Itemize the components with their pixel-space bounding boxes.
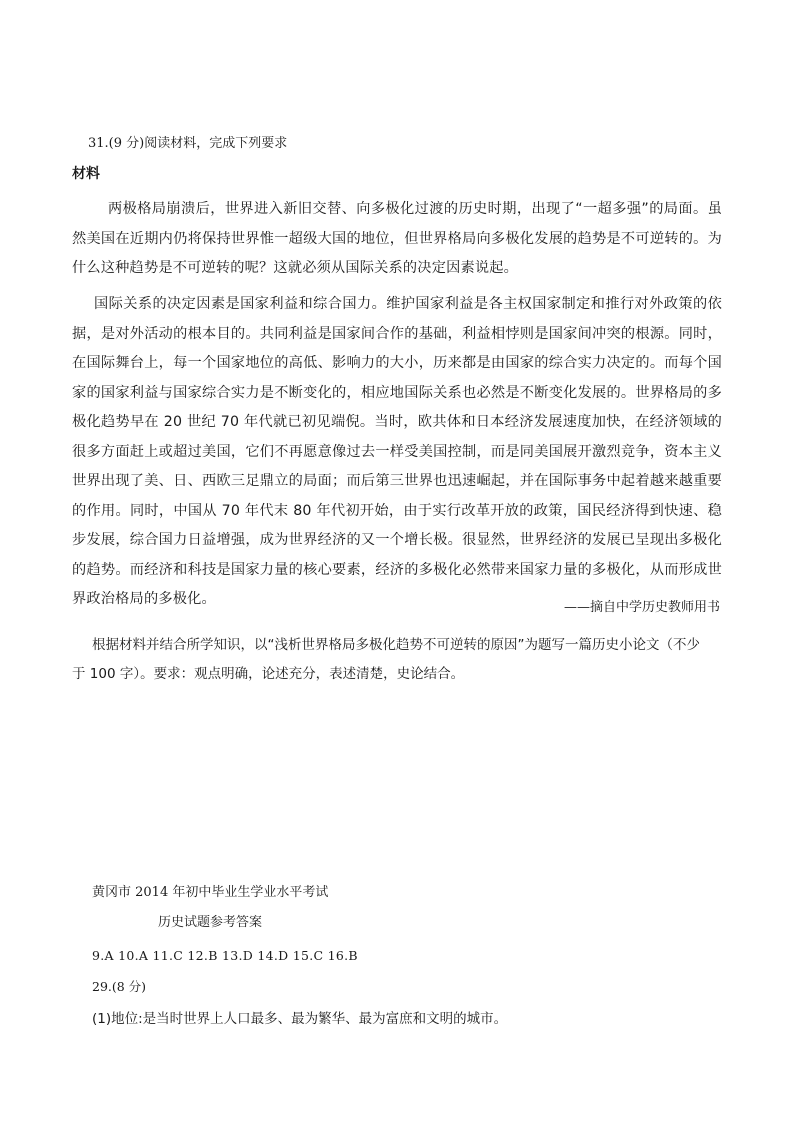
answer-key-title: 黄冈市 2014 年初中毕业生学业水平考试	[92, 885, 329, 900]
multiple-choice-answers: 9.A 10.A 11.C 12.B 13.D 14.D 15.C 16.B	[92, 948, 358, 963]
material-paragraph-2: 国际关系的决定因素是国家利益和综合国力。维护国家利益是各主权国家制定和推行对外政策的依据，是对外活动的根本目的。共同利益是国家间合作的基础，利益相悖则是国家间冲突的根源。同时，在国际舞台上，每一个国家地位的高低、影响力的大小，历来都是由国家的综合实力决定的。而每个国家的国家利益与国家综合实力是不断变化的，相应地国际关系也必然是不断变化发展的。世界格局的多极化趋势早在 20 世纪 70 年代就已初见端倪。当时，欧共体和日本经济发展速度加快，在经济领域的很多方面赶上或超过美国，它们不再愿意像过去一样受美国控制，而是同美国展开激烈竞争，资本主义世界出现了美、日、西欧三足鼎立的局面；而后第三世界也迅速崛起，并在国际事务中起着越来越重要的作用。同时，中国从 70 年代末 80 年代初开始，由于实行改革开放的政策，国民经济得到快速、稳步发展，综合国力日益增强，成为世界经济的又一个增长极。很显然，世界经济的发展已呈现出多极化的趋势。而经济和科技是国家力量的核心要素，经济的多极化必然带来国家力量的多极化，从而形成世界政治格局的多极化。	[72, 296, 722, 607]
answer-key-subtitle: 历史试题参考答案	[158, 915, 263, 930]
material-source: ——摘自中学历史教师用书	[563, 600, 720, 615]
material-label: 材料	[72, 166, 100, 182]
question-29-header: 29.(8 分)	[92, 979, 147, 994]
question-29-part-1: (1)地位:是当时世界上人口最多、最为繁华、最为富庶和文明的城市。	[92, 1011, 508, 1027]
essay-task: 根据材料并结合所学知识，以“浅析世界格局多极化趋势不可逆转的原因”为题写一篇历史小论文（不少于 100 字）。要求：观点明确，论述充分，表述清楚，史论结合。	[72, 637, 700, 682]
question-header: 31.(9 分)阅读材料，完成下列要求	[88, 136, 288, 151]
material-paragraph-1: 两极格局崩溃后，世界进入新旧交替、向多极化过渡的历史时期，出现了“一超多强”的局面。虽然美国在近期内仍将保持世界惟一超级大国的地位，但世界格局向多极化发展的趋势是不可逆转的。为什么这种趋势是不可逆转的呢？这就必须从国际关系的决定因素说起。	[72, 201, 722, 276]
